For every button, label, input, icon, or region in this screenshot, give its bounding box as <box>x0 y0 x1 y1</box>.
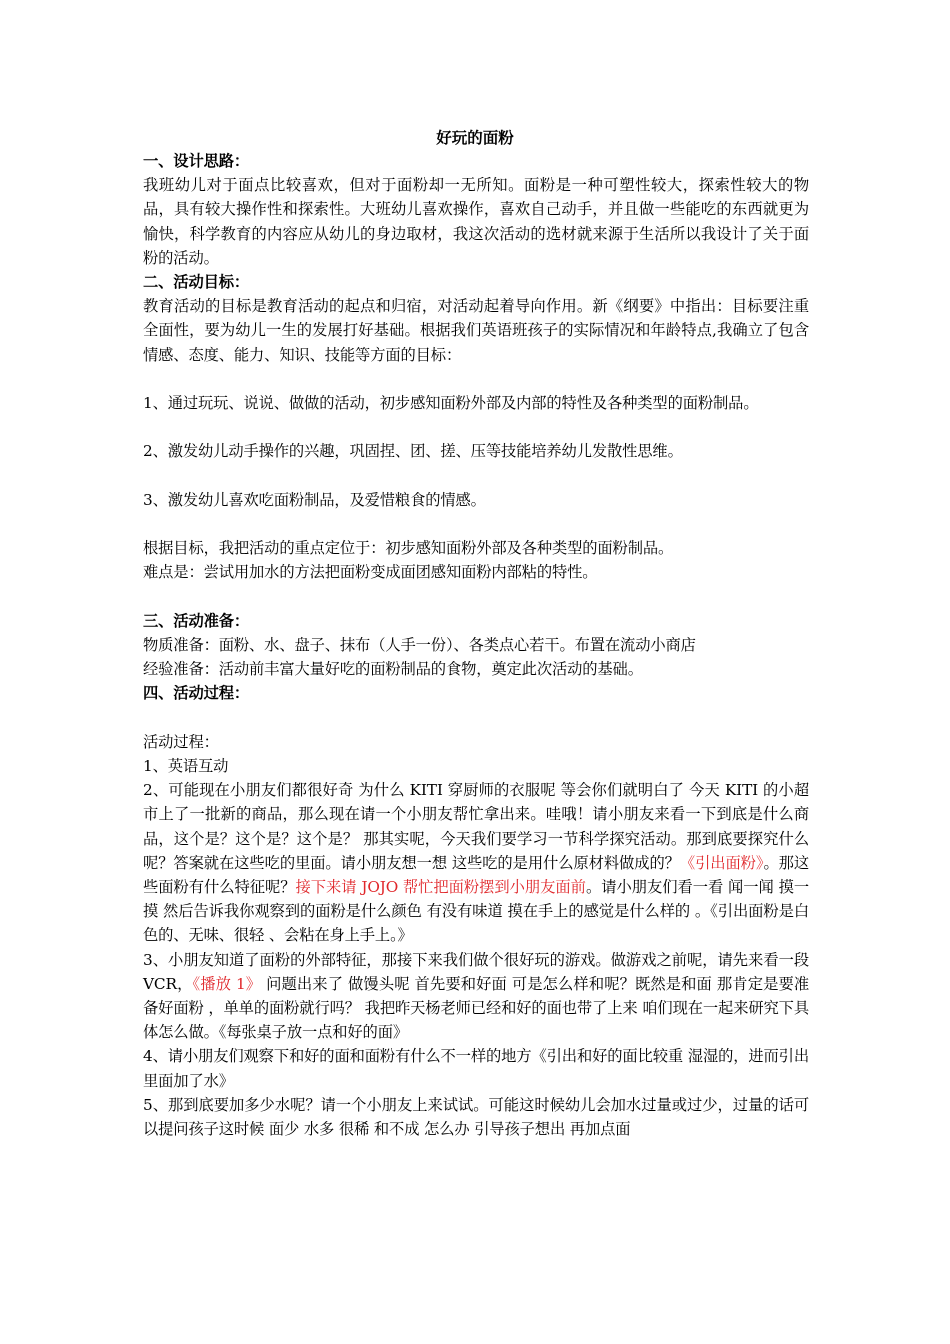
process-step-5: 5、那到底要加多少水呢？请一个小朋友上来试试。可能这时候幼儿会加水过量或过少，过量的话可以提问孩子这时候 面少 水多 很稀 和不成 怎么办 引导孩子想出 再加点面 <box>143 1095 809 1139</box>
process-step-1: 1、英语互动 <box>143 756 229 775</box>
process-step-2 <box>143 778 809 947</box>
material-preparation: 物质准备：面粉、水、盘子、抹布（人手一份）、各类点心若干。布置在流动小商店 <box>143 635 696 654</box>
section-heading-design: 一、设计思路： <box>143 152 250 170</box>
process-step-3 <box>143 948 809 1045</box>
step3-highlight-play: 《播放 1》 <box>192 974 262 993</box>
step3-text-b: 问题出来了 做馒头呢 首先要和好面 可是怎么样和呢？既然是和面 那肯定是要准备好面粉 ，单单的面粉就行吗？ 我把昨天杨老师已经和好的面也带了上来 咱们现在一起来研究下具体怎么做。《每张桌子放一点和好的面》 <box>143 974 810 1042</box>
process-step-4: 4、请小朋友们观察下和好的面和面粉有什么不一样的地方《引出和好的面比较重 湿湿的，进而引出里面加了水》 <box>143 1047 809 1090</box>
document-title: 好玩的面粉 <box>436 128 514 147</box>
document-body <box>143 149 809 1141</box>
goal-item-1: 1、通过玩玩、说说、做做的活动，初步感知面粉外部及内部的特性及各种类型的面粉制品。 <box>143 394 759 413</box>
spacer <box>143 585 809 609</box>
process-label: 活动过程： <box>143 732 219 751</box>
goal-item-3: 3、激发幼儿喜欢吃面粉制品，及爱惜粮食的情感。 <box>143 490 486 509</box>
spacer <box>143 367 809 391</box>
difficulty-line: 难点是：尝试用加水的方法把面粉变成面团感知面粉内部粘的特性。 <box>143 563 598 582</box>
section-heading-preparation: 三、活动准备： <box>143 611 250 630</box>
spacer <box>143 706 809 730</box>
design-paragraph: 我班幼儿对于面点比较喜欢，但对于面粉却一无所知。面粉是一种可塑性较大，探索性较大的物品，具有较大操作性和探索性。大班幼儿喜欢操作，喜欢自己动手，并且做一些能吃的东西就更为愉快，科学教育的内容应从幼儿的身边取材，我这次活动的选材就来源于生活所以我设计了关于面粉的活动。 <box>143 176 809 267</box>
step2-text-c: 。请小朋友们看一看 闻一闻 摸一摸 然后告诉我你观察到的面粉是什么颜色 有没有味道 摸在手上的感觉是什么样的 。《引出面粉是白色的、无味、很轻 、会粘在身上手上。》 <box>143 878 809 945</box>
goals-paragraph: 教育活动的目标是教育活动的起点和归宿，对活动起着导向作用。新《纲要》中指出：目标要注重全面性，要为幼儿一生的发展打好基础。根据我们英语班孩子的实际情况和年龄特点,我确立了包含情感、态度、能力、知识、技能等方面的目标： <box>143 297 809 364</box>
step2-text-a: 2、可能现在小朋友们都很好奇 为什么 KITI 穿厨师的衣服呢 等会你们就明白了 今天 KITI 的小超市上了一批新的商品，那么现在请一个小朋友帮忙拿出来。哇哦！请小朋友来看一下到底是什么商品，这个是？这个是？这个是？ 那其实呢，今天我们要学习一节科学探究活动。那到底要探究什么呢？答案就在这些吃的里面。请小朋友想一想 这些吃的是用什么原材料做成的？ <box>143 781 809 872</box>
experience-preparation: 经验准备：活动前丰富大量好吃的面粉制品的食物，奠定此次活动的基础。 <box>143 660 643 679</box>
section-heading-process: 四、活动过程： <box>143 684 250 703</box>
goal-item-2: 2、激发幼儿动手操作的兴趣，巩固捏、团、搓、压等技能培养幼儿发散性思维。 <box>143 442 683 461</box>
step2-text-b: 。那这些面粉有什么特征呢？ <box>143 853 810 896</box>
focus-line: 根据目标，我把活动的重点定位于：初步感知面粉外部及各种类型的面粉制品。 <box>143 539 674 558</box>
spacer <box>143 512 809 536</box>
spacer <box>143 415 809 439</box>
step2-highlight-jojo: 接下来请 JOJO 帮忙把面粉摆到小朋友面前 <box>295 878 586 896</box>
step2-highlight-flour: 《引出面粉》 <box>679 853 764 872</box>
section-heading-goals: 二、活动目标： <box>143 273 250 292</box>
spacer <box>143 464 809 488</box>
step3-text-a: 3、小朋友知道了面粉的外部特征，那接下来我们做个很好玩的游戏。做游戏之前呢，请先来看一段 VCR， <box>143 950 809 993</box>
